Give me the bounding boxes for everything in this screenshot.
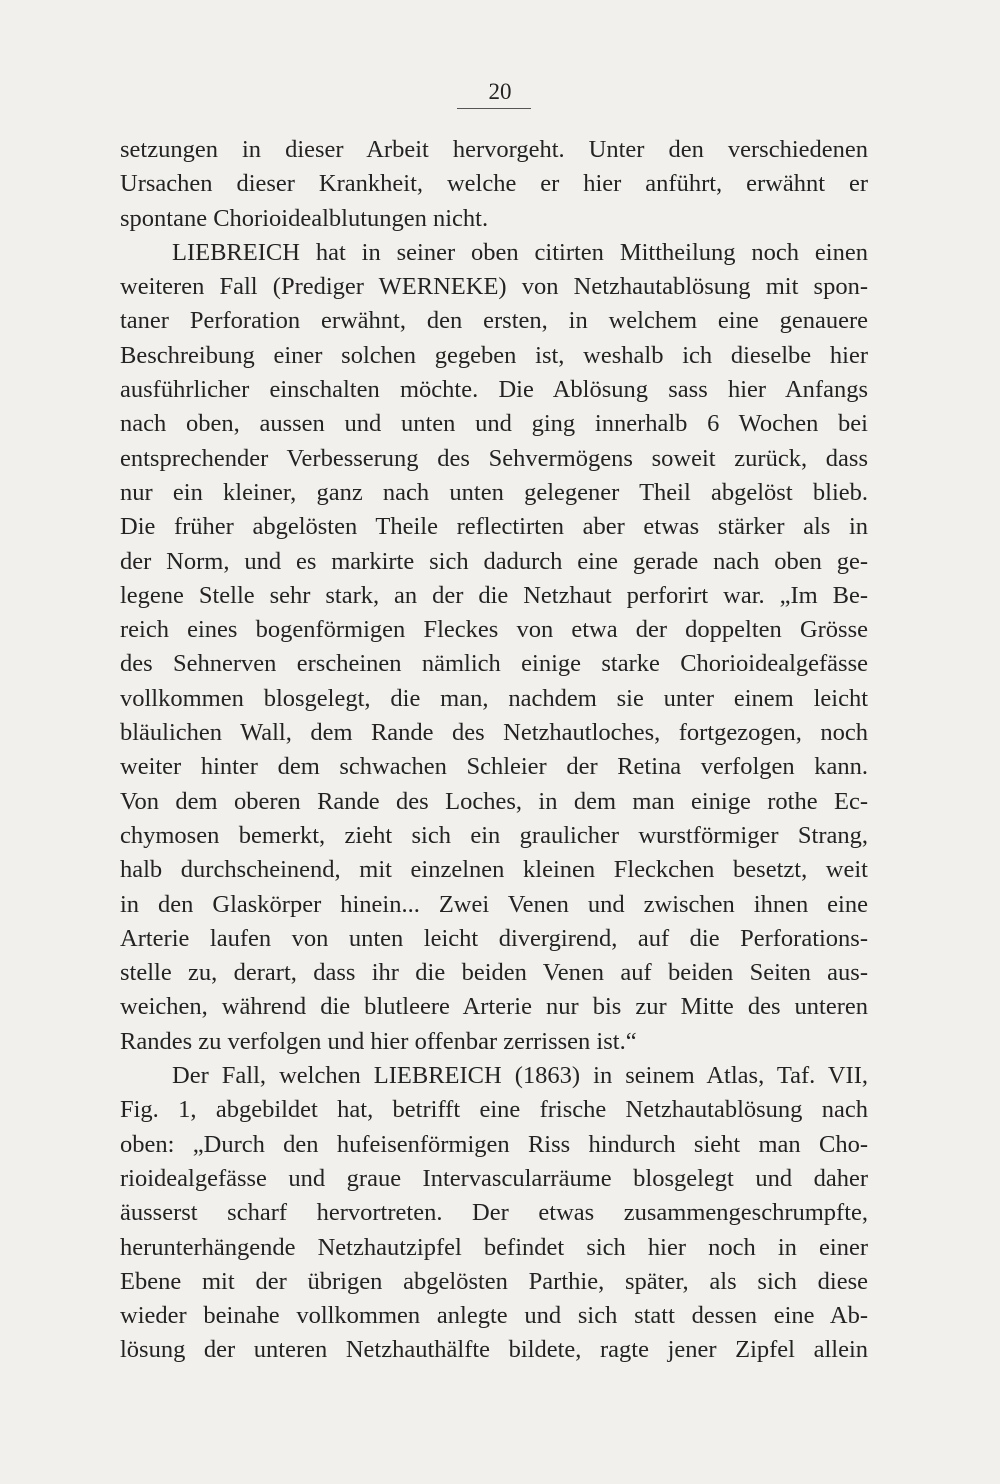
text-line: wieder beinahe vollkommen anlegte und sich statt dessen eine Ab- [120, 1302, 868, 1330]
text-line: oben: „Durch den hufeisenförmigen Riss hindurch sieht man Cho- [120, 1130, 868, 1158]
text-line: halb durchscheinend, mit einzelnen kleinen Fleckchen besetzt, weit [120, 856, 868, 884]
text-line: Fig. 1, abgebildet hat, betrifft eine frische Netzhautablösung nach [120, 1096, 868, 1124]
page-number-rule [457, 108, 531, 109]
text-line: nach oben, aussen und unten und ging innerhalb 6 Wochen bei [120, 410, 868, 438]
text-line: setzungen in dieser Arbeit hervorgeht. Unter den verschiedenen [120, 136, 868, 163]
text-line: in den Glaskörper hinein... Zwei Venen und zwischen ihnen eine [120, 890, 868, 918]
text-line: rioidealgefässe und graue Intervascularräume blosgelegt und daher [120, 1164, 868, 1192]
text-line: weiter hinter dem schwachen Schleier der Retina verfolgen kann. [120, 753, 868, 781]
text-line: Von dem oberen Rande des Loches, in dem man einige rothe Ec- [120, 787, 868, 815]
text-line: reich eines bogenförmigen Fleckes von etwa der doppelten Grösse [120, 616, 868, 644]
text-line: taner Perforation erwähnt, den ersten, in welchem eine genauere [120, 307, 868, 335]
text-line: weiteren Fall (Prediger WERNEKE) von Netzhautablösung mit spon- [120, 273, 868, 301]
body-text [120, 133, 868, 1368]
text-line: vollkommen blosgelegt, die man, nachdem sie unter einem leicht [120, 684, 868, 712]
text-line: Die früher abgelösten Theile reflectirten aber etwas stärker als in [120, 513, 868, 541]
text-line: nur ein kleiner, ganz nach unten gelegener Theil abgelöst blieb. [120, 478, 868, 506]
text-line: des Sehnerven erscheinen nämlich einige starke Chorioidealgefässe [120, 650, 868, 678]
text-line: herunterhängende Netzhautzipfel befindet sich hier noch in einer [120, 1233, 868, 1261]
text-line: Der Fall, welchen LIEBREICH (1863) in seinem Atlas, Taf. VII, [172, 1062, 868, 1090]
text-line: Beschreibung einer solchen gegeben ist, weshalb ich dieselbe hier [120, 341, 868, 369]
text-line: lösung der unteren Netzhauthälfte bildete, ragte jener Zipfel allein [120, 1336, 868, 1364]
text-line: spontane Chorioidealblutungen nicht. [120, 204, 489, 232]
text-line: Ursachen dieser Krankheit, welche er hier anführt, erwähnt er [120, 170, 868, 198]
text-line: äusserst scharf hervortreten. Der etwas zusammengeschrumpfte, [120, 1199, 868, 1227]
page-number: 20 [488, 79, 512, 104]
text-line: Arterie laufen von unten leicht divergirend, auf die Perforations- [120, 924, 868, 952]
text-line: weichen, während die blutleere Arterie nur bis zur Mitte des unteren [120, 993, 868, 1021]
text-line: Randes zu verfolgen und hier offenbar zerrissen ist.“ [120, 1027, 637, 1055]
text-line: bläulichen Wall, dem Rande des Netzhautloches, fortgezogen, noch [120, 719, 868, 747]
text-line: entsprechender Verbesserung des Sehvermögens soweit zurück, dass [120, 444, 868, 472]
text-line: LIEBREICH hat in seiner oben citirten Mittheilung noch einen [172, 238, 868, 266]
text-line: der Norm, und es markirte sich dadurch eine gerade nach oben ge- [120, 547, 868, 575]
text-line: chymosen bemerkt, zieht sich ein graulicher wurstförmiger Strang, [120, 821, 868, 849]
text-line: Ebene mit der übrigen abgelösten Parthie, später, als sich diese [120, 1267, 868, 1295]
text-line: legene Stelle sehr stark, an der die Netzhaut perforirt war. „Im Be- [120, 581, 868, 609]
text-line: ausführlicher einschalten möchte. Die Ablösung sass hier Anfangs [120, 376, 868, 404]
text-line: stelle zu, derart, dass ihr die beiden Venen auf beiden Seiten aus- [120, 959, 868, 987]
